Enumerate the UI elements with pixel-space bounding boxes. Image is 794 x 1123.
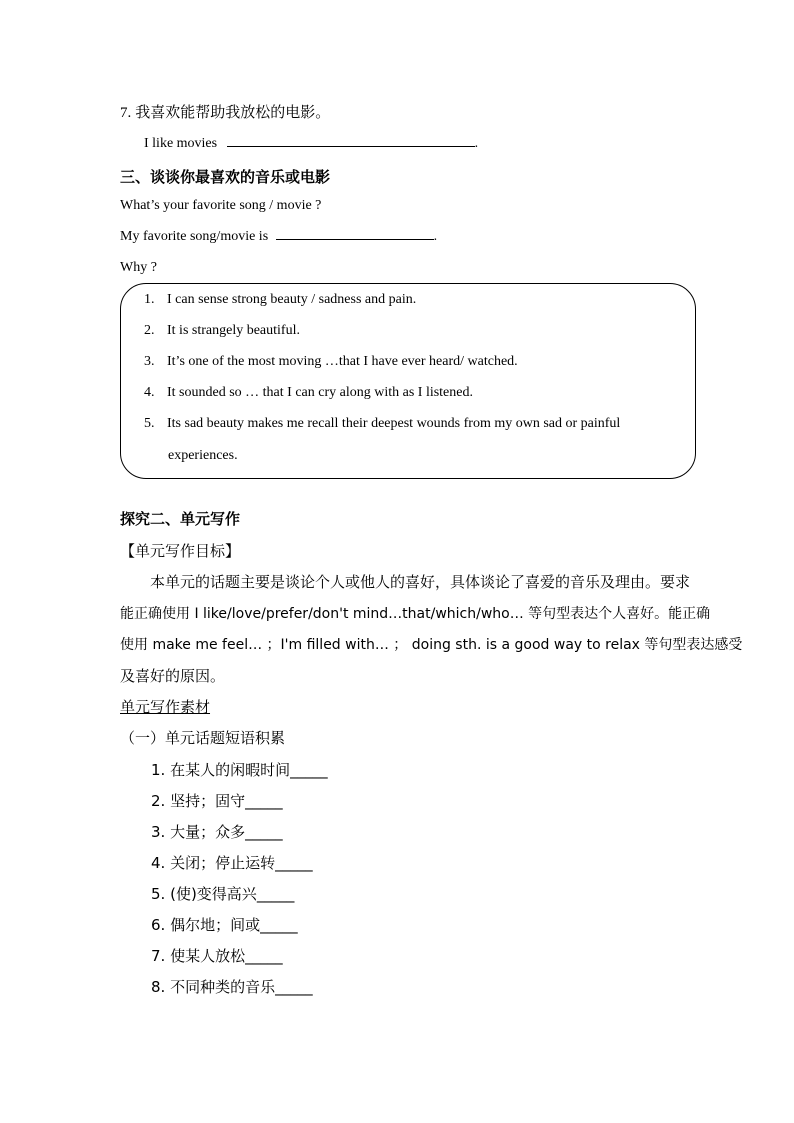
phrase-blank[interactable]: _____: [245, 947, 283, 965]
reason-item: [144, 385, 473, 401]
phrase-text: 使某人放松: [170, 947, 246, 965]
why-label: Why ?: [120, 260, 157, 275]
phrase-item: [151, 883, 294, 904]
answer-end: .: [474, 136, 479, 151]
question-7-answer-line: [144, 136, 478, 152]
phrase-number: 5.: [151, 885, 166, 903]
goal-paragraph-line: 能正确使用 I like/love/prefer/don't mind…that/which/who… 等句型表达个人喜好。能正确: [120, 606, 711, 622]
phrase-text: 不同种类的音乐: [170, 978, 276, 996]
goal-heading: 【单元写作目标】: [120, 542, 241, 560]
phrase-number: 3.: [151, 823, 166, 841]
question-prompt: 我喜欢能帮助我放松的电影。: [135, 103, 331, 121]
phrase-number: 7.: [151, 947, 166, 965]
reason-item: [144, 323, 300, 339]
phrase-text: 偶尔地；间或: [170, 916, 261, 934]
reason-text: It is strangely beautiful.: [167, 323, 300, 338]
section-3-heading: 三、谈谈你最喜欢的音乐或电影: [120, 168, 331, 186]
phrase-item: [151, 821, 283, 842]
question-7: [120, 101, 330, 122]
reason-number: 2.: [144, 323, 155, 338]
phrase-item: [151, 976, 313, 997]
phrase-blank[interactable]: _____: [256, 885, 295, 903]
goal-paragraph-line: 使用 make me feel… ；I'm filled with… ； doing sth. is a good way to relax 等句型表达感受: [120, 637, 743, 653]
goal-paragraph-line: 及喜好的原因。: [120, 667, 226, 685]
reason-item: [144, 354, 518, 370]
reason-number: 4.: [144, 385, 155, 400]
goal-paragraph-line: 本单元的话题主要是谈论个人或他人的喜好，具体谈论了喜爱的音乐及理由。要求: [150, 573, 691, 591]
phrase-item: [151, 945, 283, 966]
reason-item: [144, 416, 620, 432]
phrase-item: [151, 759, 328, 780]
phrase-item: [151, 790, 283, 811]
phrase-number: 1.: [151, 761, 166, 779]
phrase-item: [151, 852, 313, 873]
phrase-text: 在某人的闲暇时间: [170, 761, 291, 779]
reason-text: Its sad beauty makes me recall their deepest wounds from my own sad or painful: [167, 416, 621, 431]
phrase-text: (使)变得高兴: [170, 885, 257, 903]
phrase-text: 大量；众多: [170, 823, 246, 841]
reason-text-continued: experiences.: [168, 448, 238, 463]
phrase-blank[interactable]: _____: [245, 823, 283, 841]
phrase-text: 坚持；固守: [170, 792, 246, 810]
phrase-item: [151, 914, 298, 935]
phrase-blank[interactable]: _____: [275, 854, 313, 872]
phrase-number: 4.: [151, 854, 166, 872]
answer-blank[interactable]: [276, 239, 434, 240]
reason-text: It sounded so … that I can cry along with as I listened.: [167, 385, 473, 400]
question-number: 7.: [120, 105, 132, 121]
favorite-question: What’s your favorite song / movie ?: [120, 198, 322, 213]
phrase-blank[interactable]: _____: [260, 916, 298, 934]
answer-end: .: [433, 229, 438, 244]
reason-number: 5.: [144, 416, 155, 431]
phrase-number: 2.: [151, 792, 166, 810]
reason-number: 1.: [144, 292, 155, 307]
answer-prefix: I like movies: [144, 136, 218, 151]
reason-number: 3.: [144, 354, 155, 369]
phrases-subheading: （一）单元话题短语积累: [120, 729, 286, 747]
explore-2-heading: 探究二、单元写作: [120, 510, 241, 528]
phrase-number: 6.: [151, 916, 166, 934]
phrase-blank[interactable]: _____: [290, 761, 328, 779]
reason-item: [144, 292, 416, 308]
phrase-number: 8.: [151, 978, 166, 996]
phrase-blank[interactable]: _____: [275, 978, 313, 996]
phrase-text: 关闭；停止运转: [170, 854, 276, 872]
answer-prefix: My favorite song/movie is: [120, 229, 269, 244]
reason-text: It’s one of the most moving …that I have ever heard/ watched.: [167, 354, 518, 369]
phrase-blank[interactable]: _____: [245, 792, 283, 810]
materials-heading: 单元写作素材: [120, 698, 211, 716]
favorite-answer-line: [120, 229, 437, 245]
answer-blank[interactable]: [227, 146, 475, 147]
reason-text: I can sense strong beauty / sadness and pain.: [167, 292, 417, 307]
